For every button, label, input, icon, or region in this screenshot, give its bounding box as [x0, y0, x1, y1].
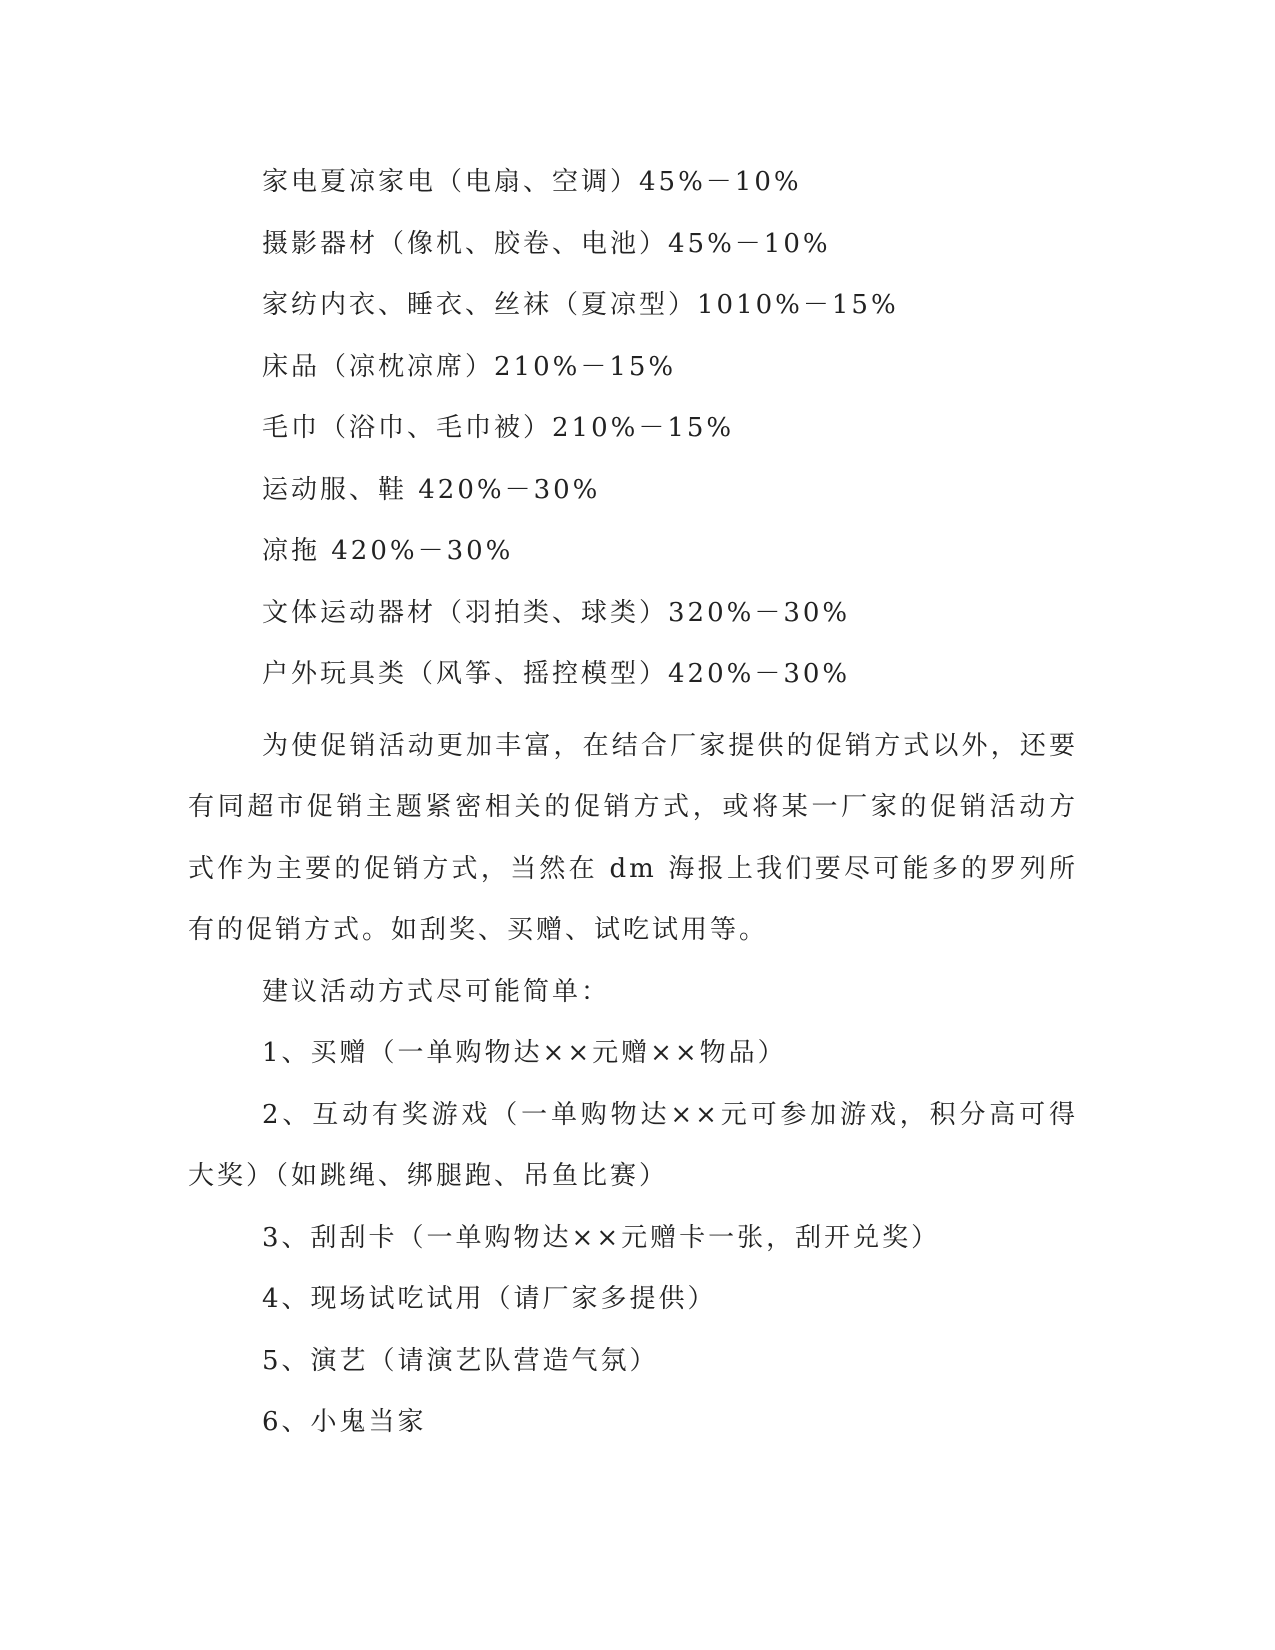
activity-item: 1、买赠（一单购物达××元赠××物品）: [262, 1038, 787, 1068]
activity-item: 6、小鬼当家: [262, 1407, 427, 1437]
activity-item: 3、刮刮卡（一单购物达××元赠卡一张，刮开兑奖）: [262, 1222, 941, 1253]
suggestion-heading: 建议活动方式尽可能简单：: [262, 976, 611, 1007]
category-line: 摄影器材（像机、胶卷、电池）45%－10%: [262, 228, 831, 259]
category-line: 家纺内衣、睡衣、丝袜（夏凉型）1010%－15%: [262, 290, 899, 320]
activity-item: 2、互动有奖游戏（一单购物达××元可参加游戏，积分高可得大奖）（如跳绳、绑腿跑、吊鱼比赛）: [188, 1099, 1078, 1191]
category-line: 家电夏凉家电（电扇、空调）45%－10%: [262, 167, 802, 197]
activity-item: 5、演艺（请演艺队营造气氛）: [262, 1345, 659, 1376]
document-body: [188, 162, 1078, 1454]
category-line: 凉拖 420%－30%: [262, 536, 514, 566]
category-line: 文体运动器材（羽拍类、球类）320%－30%: [262, 597, 851, 628]
category-line: 运动服、鞋 420%－30%: [262, 474, 601, 505]
promo-paragraph: 为使促销活动更加丰富，在结合厂家提供的促销方式以外，还要有同超市促销主题紧密相关的促销方式，或将某一厂家的促销活动方式作为主要的促销方式，当然在 dm 海报上我们要尽可能多的罗列所有的促销方式。如刮奖、买赠、试吃试用等。: [188, 730, 1078, 945]
category-line: 毛巾（浴巾、毛巾被）210%－15%: [262, 413, 735, 443]
category-line: 户外玩具类（风筝、摇控模型）420%－30%: [262, 659, 851, 689]
category-line: 床品（凉枕凉席）210%－15%: [262, 351, 677, 382]
activity-item: 4、现场试吃试用（请厂家多提供）: [262, 1284, 717, 1314]
